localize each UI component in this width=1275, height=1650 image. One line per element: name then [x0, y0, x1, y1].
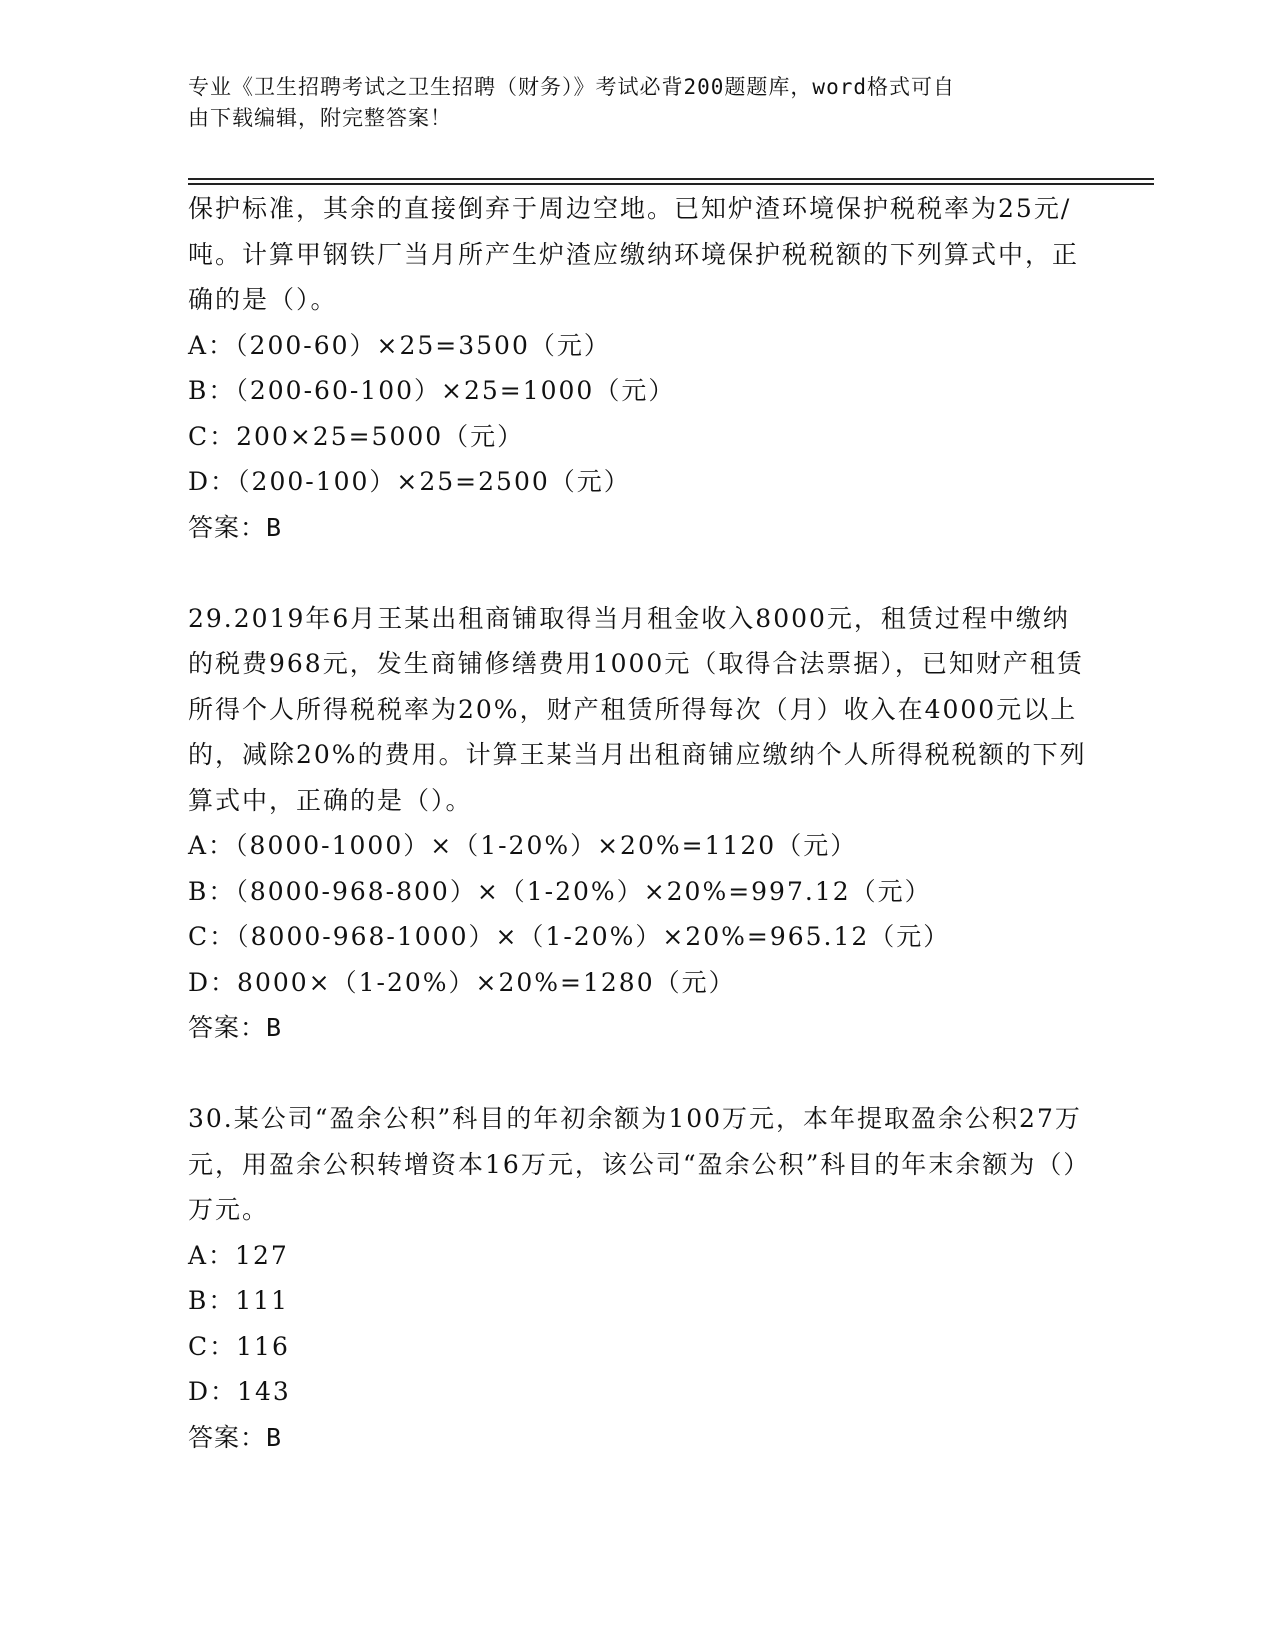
header-line-2: 由下载编辑，附完整答案！	[188, 106, 452, 130]
spacer	[188, 550, 1088, 596]
question-text: 保护标准，其余的直接倒弃于周边空地。已知炉渣环境保护税税率为25元/吨。计算甲钢铁厂当月所产生炉渣应缴纳环境保护税税额的下列算式中，正确的是（）。	[188, 194, 1080, 314]
question-28	[188, 186, 1088, 550]
answer: 答案：B	[188, 1422, 283, 1452]
option-c: C：200×25=5000（元）	[188, 421, 525, 451]
option-b: B：（8000-968-800）×（1-20%）×20%=997.12（元）	[188, 876, 932, 906]
option-d: D：143	[188, 1377, 291, 1406]
question-text: 30.某公司“盈余公积”科目的年初余额为100万元，本年提取盈余公积27万元，用盈余公积转增资本16万元，该公司“盈余公积”科目的年末余额为（）万元。	[188, 1104, 1082, 1224]
answer: 答案：B	[188, 1013, 283, 1042]
option-c: C：116	[188, 1331, 290, 1361]
option-a: A：127	[188, 1240, 289, 1270]
option-d: D：（200-100）×25=2500（元）	[188, 467, 631, 496]
answer: 答案：B	[188, 512, 283, 542]
spacer	[188, 1051, 1088, 1097]
option-d: D：8000×（1-20%）×20%=1280（元）	[188, 967, 736, 997]
option-a: A：（8000-1000）×（1-20%）×20%=1120（元）	[188, 831, 858, 860]
header-line-1: 专业《卫生招聘考试之卫生招聘（财务）》考试必背200题题库，word格式可自	[188, 75, 955, 99]
option-b: B：111	[188, 1286, 290, 1315]
option-a: A：（200-60）×25=3500（元）	[188, 330, 611, 360]
question-29	[188, 596, 1088, 1051]
option-c: C：（8000-968-1000）×（1-20%）×20%=965.12（元）	[188, 922, 951, 951]
header-divider	[188, 178, 1154, 185]
question-list	[188, 186, 1088, 1460]
option-b: B：（200-60-100）×25=1000（元）	[188, 376, 676, 405]
question-30	[188, 1096, 1088, 1460]
question-text: 29.2019年6月王某出租商铺取得当月租金收入8000元，租赁过程中缴纳的税费968元，发生商铺修缮费用1000元（取得合法票据），已知财产租赁所得个人所得税税率为20%，财产租赁所得每次（月）收入在4000元以上的，减除20%的费用。计算王某当月出租商铺应缴纳个人所得税税额的下列算式中，正确的是（）。	[188, 603, 1087, 815]
document-header	[188, 72, 1068, 134]
